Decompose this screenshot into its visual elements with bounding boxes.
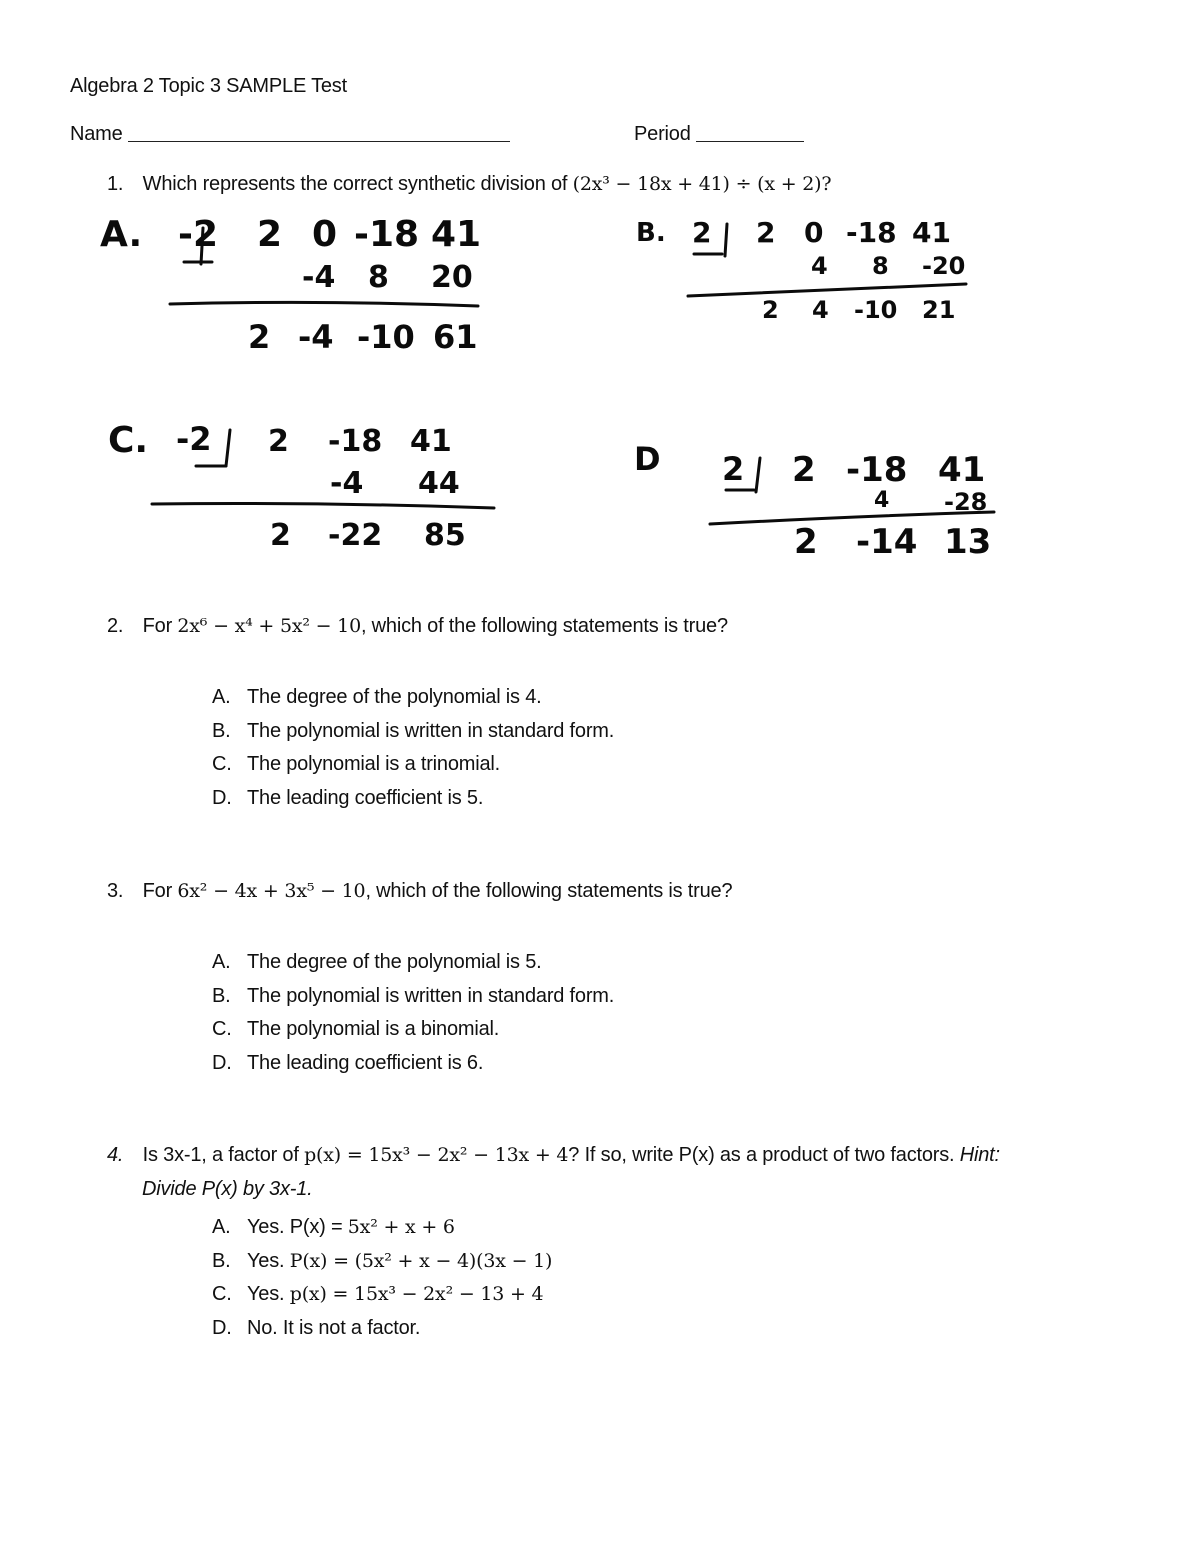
option-text: The polynomial is a binomial. [247,1018,500,1040]
question-3 [107,880,732,903]
q1-b-sum-line [688,284,966,296]
q1-b-result: -10 [854,296,898,324]
q1-c-product: -4 [330,466,364,501]
q4-option-c[interactable] [212,1278,552,1312]
question-1-number: 1. [107,173,124,195]
question-2-number: 2. [107,615,124,637]
option-letter: A. [212,1216,231,1238]
q3-option-b[interactable] [212,980,614,1014]
option-letter: B. [212,719,231,742]
question-4-prefix: Is 3x-1, a factor of [142,1144,305,1166]
option-prefix: Yes. [247,1283,290,1305]
q1-option-a-label: A. [100,214,143,255]
option-letter: C. [212,1018,232,1040]
q1-a-divisor: -2 [178,214,218,255]
q1-b-division-lines [0,0,1200,400]
option-text: The leading coefficient is 6. [247,1051,484,1074]
option-letter: D. [212,786,232,809]
q1-a-result: 61 [433,318,478,356]
name-label: Name [70,123,123,145]
q2-options-list [212,681,614,815]
q1-c-divisor: -2 [176,420,212,458]
q1-d-result: 2 [794,522,818,562]
q4-option-b[interactable] [212,1245,552,1279]
question-2 [107,615,728,638]
question-3-prefix: For [142,880,178,902]
question-4-hint-text: Divide P(x) by 3x-1. [142,1178,313,1200]
question-4-suffix: ? If so, write P(x) as a product of two factors. [568,1144,960,1166]
option-letter: B. [212,984,231,1007]
q1-a-coef: 2 [257,214,283,255]
option-prefix: Yes. P(x) = [247,1216,348,1238]
q1-a-product: -4 [302,260,336,295]
q1-d-result: -14 [856,522,918,562]
option-letter: D. [212,1316,232,1339]
q1-a-coef: 0 [312,214,338,255]
option-letter: A. [212,686,231,708]
q1-a-coef: 41 [431,214,482,255]
q1-b-coef: 2 [756,216,776,249]
q1-c-coef: 41 [410,424,452,459]
question-2-suffix: , which of the following statements is true? [360,615,728,637]
q3-option-a[interactable] [212,946,614,980]
option-expression: p(x) = 15x³ − 2x² − 13 + 4 [289,1283,544,1305]
q1-a-result: -4 [298,318,334,356]
option-expression: P(x) = (5x² + x − 4)(3x − 1) [289,1249,553,1272]
q1-c-product: 44 [418,466,460,501]
option-text: No. It is not a factor. [247,1316,421,1339]
question-4 [107,1144,1000,1167]
q1-d-division-lines [0,380,1200,580]
question-4-hint-label: Hint: [959,1144,1000,1166]
q1-d-coef: 41 [938,450,986,490]
q1-d-product: -28 [944,488,988,516]
q3-option-d[interactable] [212,1047,614,1081]
question-2-prefix: For [142,615,178,637]
q1-d-coef: -18 [846,450,908,490]
question-3-suffix: , which of the following statements is true? [365,880,733,902]
option-text: The polynomial is written in standard form. [247,719,615,742]
q1-d-divisor-bracket [756,458,760,492]
question-4-expression: p(x) = 15x³ − 2x² − 13x + 4 [304,1144,569,1166]
q2-option-a[interactable] [212,681,614,715]
q1-d-sum-line [710,512,994,524]
question-4-number: 4. [107,1144,124,1166]
q1-a-product: 20 [431,260,473,295]
option-text: The polynomial is a trinomial. [247,753,500,775]
q1-b-coef: 41 [912,216,951,249]
q2-option-b[interactable] [212,715,614,749]
q1-d-coef: 2 [792,450,816,490]
q2-option-c[interactable] [212,748,614,782]
option-letter: C. [212,1283,232,1305]
q1-b-result: 2 [762,296,779,324]
option-prefix: Yes. [247,1249,290,1272]
q1-b-product: 8 [872,252,889,280]
q1-a-result: -10 [357,318,415,356]
q4-option-d[interactable] [212,1312,552,1346]
q1-c-result: -22 [328,518,383,553]
option-text: The degree of the polynomial is 5. [247,951,542,973]
question-2-expression: 2x⁶ − x⁴ + 5x² − 10 [177,615,361,637]
option-letter: A. [212,951,231,973]
option-text: The polynomial is written in standard form. [247,984,615,1007]
period-label: Period [634,123,691,145]
option-letter: B. [212,1249,231,1272]
q1-b-result: 4 [812,296,829,324]
q1-option-d-label: D [634,440,661,478]
q1-b-product: 4 [811,252,828,280]
q1-c-result: 2 [270,518,291,553]
question-1-text: Which represents the correct synthetic division of [142,173,573,195]
q1-b-coef: -18 [846,216,897,249]
q1-b-coef: 0 [804,216,824,249]
test-title: Algebra 2 Topic 3 SAMPLE Test [70,75,347,97]
q1-c-coef: 2 [268,424,289,459]
q1-option-c-label: C. [108,420,149,461]
q1-d-result: 13 [944,522,992,562]
option-letter: C. [212,753,232,775]
q1-b-divisor: 2 [692,216,712,249]
q1-b-result: 21 [922,296,956,324]
q1-option-b-label: B. [636,218,666,248]
q4-options-list [212,1211,552,1345]
option-text: The leading coefficient is 5. [247,786,484,809]
q1-c-coef: -18 [328,424,383,459]
option-expression: 5x² + x + 6 [347,1216,455,1238]
q1-d-product: 4 [874,488,890,513]
option-letter: D. [212,1051,232,1074]
q2-option-d[interactable] [212,782,614,816]
q1-d-divisor: 2 [722,450,745,488]
q4-option-a[interactable] [212,1211,552,1245]
q1-a-coef: -18 [354,214,420,255]
question-1-expression: (2x³ − 18x + 41) ÷ (x + 2)? [572,173,832,195]
q1-a-product: 8 [368,260,389,295]
q1-c-result: 85 [424,518,466,553]
q3-option-c[interactable] [212,1013,614,1047]
q1-b-divisor-bracket [725,224,727,256]
q1-b-product: -20 [922,252,966,280]
question-3-number: 3. [107,880,124,902]
question-3-expression: 6x² − 4x + 3x⁵ − 10 [177,880,366,902]
q3-options-list [212,946,614,1080]
q1-a-result: 2 [248,318,271,356]
option-text: The degree of the polynomial is 4. [247,686,542,708]
